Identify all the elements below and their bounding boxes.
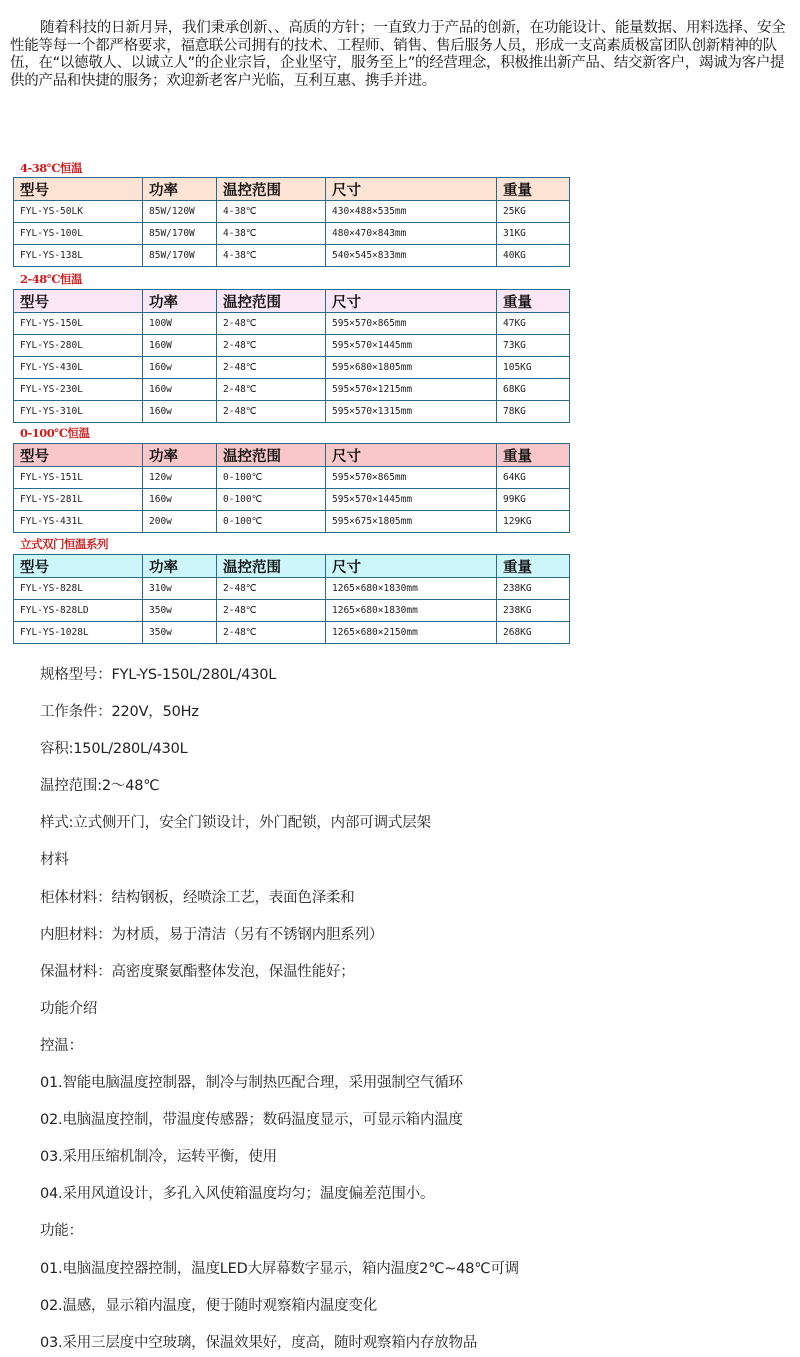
table-row [14,335,570,357]
cell-weight: 129KG [497,511,570,533]
table-row [14,201,570,223]
cell-temp-range: 2-48℃ [217,313,326,335]
cell-dimensions: 1265×680×1830mm [326,600,497,622]
cell-temp-range: 2-48℃ [217,600,326,622]
cell-temp-range: 0-100℃ [217,489,326,511]
table-row [14,578,570,600]
header-weight: 重量 [497,178,570,201]
cell-model: FYL-YS-1028L [14,622,143,644]
cell-temp-range: 0-100℃ [217,511,326,533]
cell-temp-range: 4-38℃ [217,201,326,223]
table-row [14,379,570,401]
table-row [14,357,570,379]
cell-temp-range: 2-48℃ [217,622,326,644]
cell-dimensions: 595×675×1805mm [326,511,497,533]
spec-heading-features: 功能介绍 [40,1000,98,1017]
cell-model: FYL-YS-310L [14,401,143,423]
header-model: 型号 [14,290,143,313]
cell-power: 350w [143,600,217,622]
spec-line-working-conditions: 工作条件：220V，50Hz [40,704,199,721]
cell-power: 100W [143,313,217,335]
cell-weight: 68KG [497,379,570,401]
cell-dimensions: 595×570×1215mm [326,379,497,401]
spec-line-style: 样式:立式侧开门，安全门锁设计，外门配锁，内部可调式层架 [40,815,431,832]
cell-temp-range: 2-48℃ [217,578,326,600]
header-power: 功率 [143,444,217,467]
cell-power: 160W [143,335,217,357]
cell-dimensions: 1265×680×2150mm [326,622,497,644]
header-model: 型号 [14,178,143,201]
header-dimensions: 尺寸 [326,555,497,578]
header-model: 型号 [14,444,143,467]
cell-temp-range: 0-100℃ [217,467,326,489]
cell-dimensions: 480×470×843mm [326,223,497,245]
spec-heading-temp-control: 控温： [40,1037,83,1054]
spec-table-4-38 [13,177,570,267]
table-row [14,467,570,489]
cell-dimensions: 540×545×833mm [326,245,497,267]
header-weight: 重量 [497,444,570,467]
cell-power: 310w [143,578,217,600]
intro-paragraph: 随着科技的日新月异，我们秉承创新、、高质的方针；一直致力于产品的创新，在功能设计、能量数据、用料选择、安全性能等每一个都严格要求，福意联公司拥有的技术、工程师、销售、售后服务人员，形成一支高素质极富团队创新精神的队伍，在“以德敬人、以诚立人”的企业宗旨，企业坚守，服务至上”的经营理念，积极推出新产品、结交新客户，竭诚为客户提供的产品和快捷的服务；欢迎新老客户光临，互利互惠、携手并进。 [10,20,786,89]
cell-weight: 47KG [497,313,570,335]
header-temp-range: 温控范围 [217,555,326,578]
spec-line-control-04: 04.采用风道设计，多孔入风使箱温度均匀；温度偏差范围小。 [40,1186,435,1203]
cell-power: 160w [143,401,217,423]
cell-weight: 25KG [497,201,570,223]
table-header-row [14,444,570,467]
cell-model: FYL-YS-230L [14,379,143,401]
cell-model: FYL-YS-150L [14,313,143,335]
table-row [14,489,570,511]
cell-model: FYL-YS-828L [14,578,143,600]
cell-weight: 78KG [497,401,570,423]
header-weight: 重量 [497,290,570,313]
header-weight: 重量 [497,555,570,578]
cell-weight: 238KG [497,600,570,622]
cell-dimensions: 595×570×1445mm [326,335,497,357]
cell-dimensions: 1265×680×1830mm [326,578,497,600]
section-title-2-48: 2-48℃恒温 [20,272,83,286]
cell-weight: 238KG [497,578,570,600]
spec-list [40,664,760,1357]
cell-model: FYL-YS-151L [14,467,143,489]
cell-dimensions: 595×570×1445mm [326,489,497,511]
header-model: 型号 [14,555,143,578]
section-title-0-100: 0-100℃恒温 [20,426,90,440]
spec-line-cabinet-material: 柜体材料：结构钢板，经喷涂工艺，表面色泽柔和 [40,889,355,906]
header-temp-range: 温控范围 [217,178,326,201]
cell-model: FYL-YS-430L [14,357,143,379]
cell-temp-range: 2-48℃ [217,357,326,379]
header-power: 功率 [143,290,217,313]
cell-power: 85W/120W [143,201,217,223]
spec-table-0-100 [13,443,570,533]
spec-table-double-door [13,554,570,644]
spec-line-liner-material: 内胆材料：为材质，易于清洁（另有不锈钢内胆系列） [40,926,384,943]
cell-dimensions: 430×488×535mm [326,201,497,223]
cell-power: 200w [143,511,217,533]
cell-weight: 31KG [497,223,570,245]
header-power: 功率 [143,555,217,578]
cell-dimensions: 595×570×865mm [326,313,497,335]
cell-dimensions: 595×680×1805mm [326,357,497,379]
table-row [14,401,570,423]
header-dimensions: 尺寸 [326,444,497,467]
cell-weight: 40KG [497,245,570,267]
spec-heading-materials: 材料 [40,852,69,869]
cell-weight: 64KG [497,467,570,489]
cell-model: FYL-YS-431L [14,511,143,533]
section-title-double-door: 立式双门恒温系列 [20,537,108,551]
table-row [14,245,570,267]
spec-line-control-02: 02.电脑温度控制，带温度传感器；数码温度显示，可显示箱内温度 [40,1112,463,1129]
cell-power: 85W/170W [143,245,217,267]
spec-line-control-03: 03.采用压缩机制冷，运转平衡，使用 [40,1149,277,1166]
cell-power: 120w [143,467,217,489]
cell-weight: 73KG [497,335,570,357]
cell-temp-range: 2-48℃ [217,335,326,357]
header-temp-range: 温控范围 [217,444,326,467]
table-row [14,313,570,335]
cell-power: 85W/170W [143,223,217,245]
cell-temp-range: 2-48℃ [217,401,326,423]
cell-model: FYL-YS-138L [14,245,143,267]
header-dimensions: 尺寸 [326,290,497,313]
table-header-row [14,178,570,201]
section-title-4-38: 4-38℃恒温 [20,161,83,175]
cell-dimensions: 595×570×1315mm [326,401,497,423]
table-header-row [14,555,570,578]
spec-line-model: 规格型号：FYL-YS-150L/280L/430L [40,667,277,683]
cell-power: 350w [143,622,217,644]
spec-line-insulation-material: 保温材料：高密度聚氨酯整体发泡，保温性能好； [40,963,355,980]
spec-line-temp-range: 温控范围:2～48℃ [40,778,160,795]
cell-model: FYL-YS-828LD [14,600,143,622]
spec-table-2-48 [13,289,570,423]
table-row [14,622,570,644]
spec-line-volume: 容积:150L/280L/430L [40,741,188,758]
cell-model: FYL-YS-280L [14,335,143,357]
table-row [14,600,570,622]
table-row [14,511,570,533]
header-temp-range: 温控范围 [217,290,326,313]
cell-model: FYL-YS-50LK [14,201,143,223]
cell-dimensions: 595×570×865mm [326,467,497,489]
cell-temp-range: 4-38℃ [217,223,326,245]
cell-temp-range: 4-38℃ [217,245,326,267]
spec-heading-functions: 功能： [40,1223,83,1240]
spec-line-function-02: 02.温感，显示箱内温度，便于随时观察箱内温度变化 [40,1297,378,1314]
table-row [14,223,570,245]
header-power: 功率 [143,178,217,201]
spec-line-function-01: 01.电脑温度控器控制，温度LED大屏幕数字显示，箱内温度2℃~48℃可调 [40,1260,519,1277]
spec-line-function-03: 03.采用三层度中空玻璃，保温效果好，度高，随时观察箱内存放物品 [40,1334,478,1351]
cell-weight: 105KG [497,357,570,379]
cell-power: 160w [143,489,217,511]
header-dimensions: 尺寸 [326,178,497,201]
cell-model: FYL-YS-100L [14,223,143,245]
spec-line-control-01: 01.智能电脑温度控制器，制冷与制热匹配合理，采用强制空气循环 [40,1075,463,1092]
cell-power: 160w [143,357,217,379]
cell-model: FYL-YS-281L [14,489,143,511]
cell-power: 160w [143,379,217,401]
cell-weight: 99KG [497,489,570,511]
table-header-row [14,290,570,313]
cell-temp-range: 2-48℃ [217,379,326,401]
cell-weight: 268KG [497,622,570,644]
